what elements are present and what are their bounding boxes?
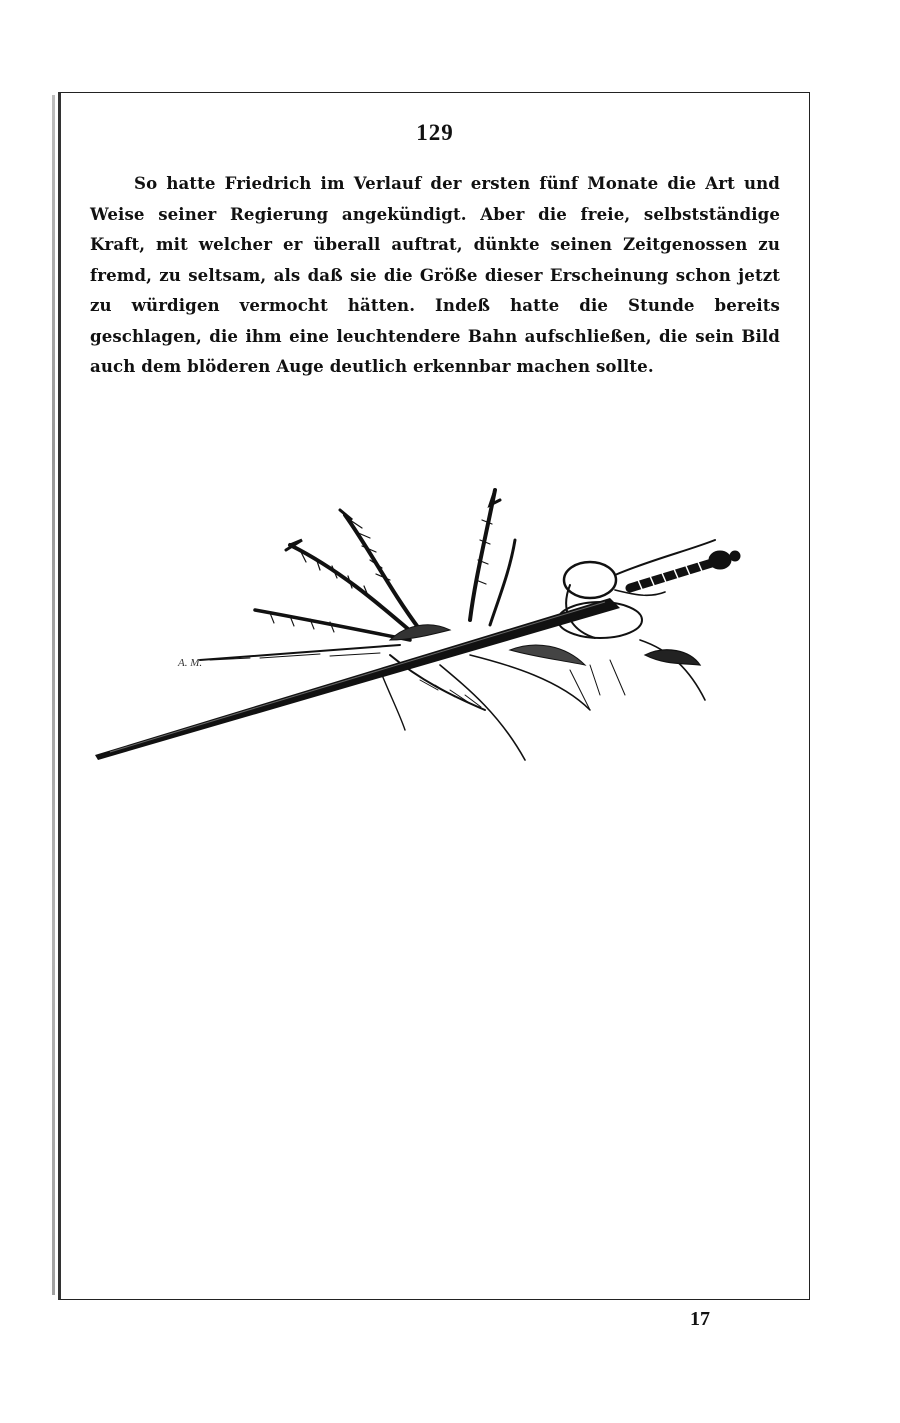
sword-and-feathers-vignette-icon <box>90 480 750 780</box>
body-paragraph: So hatte Friedrich im Verlauf der ersten fünf Monate die Art und Weise seiner Regierung angekündigt. Aber die freie, selbstständige Kraft, mit welcher er überall auftrat, dünkte seinen Zeitgenossen zu fremd, zu seltsam, als daß sie die Größe dieser Erscheinung schon jetzt zu würdigen vermocht hätten. Indeß hatte die Stunde bereits geschlagen, die ihm eine leuchtendere Bahn aufschließen, die sein Bild auch dem blöderen Auge deutlich erkennbar machen sollte. <box>90 173 780 376</box>
page-number: 129 <box>416 120 454 145</box>
illustration-signature: A. M. <box>178 657 203 669</box>
signature-mark: 17 <box>690 1308 710 1330</box>
page-spine-shadow <box>52 95 55 1295</box>
